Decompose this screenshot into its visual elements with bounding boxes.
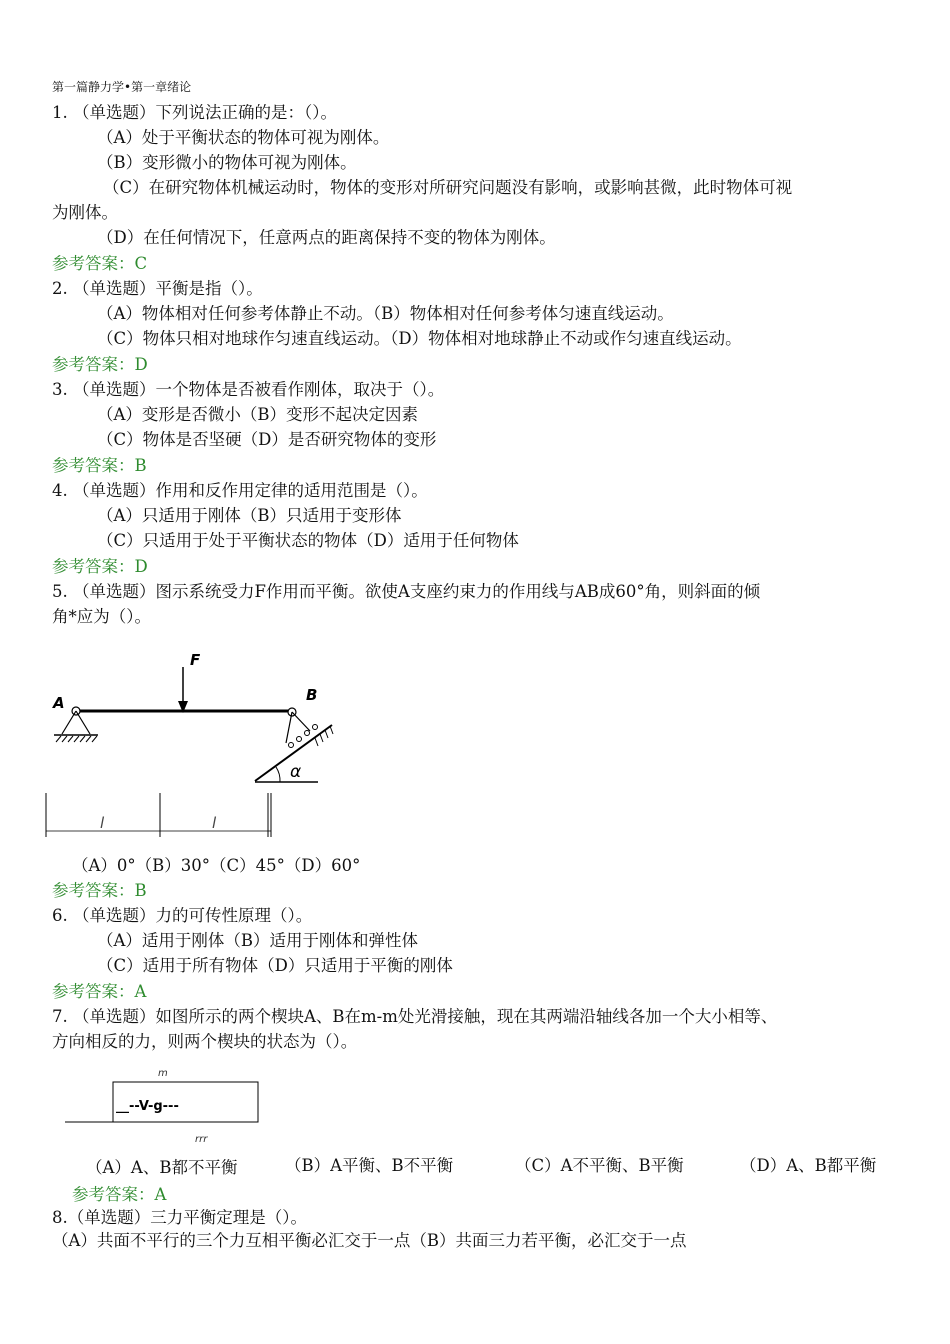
figure-label-middle: __--V-g---: [116, 1099, 179, 1114]
question-1-answer: 参考答案：C: [52, 254, 148, 273]
question-2-stem: 2. （单选题）平衡是指（）。: [52, 279, 263, 298]
angle-label-alpha: α: [290, 762, 302, 782]
question-7-stem: 7. （单选题）如图所示的两个楔块A、B在m-m处光滑接触，现在其两端沿轴线各加一个大小相等、: [52, 1007, 778, 1026]
question-7-stem-continued: 方向相反的力，则两个楔块的状态为（）。: [52, 1032, 358, 1051]
question-8-stem: 8.（单选题）三力平衡定理是（）。: [52, 1208, 307, 1227]
question-1-stem: 1. （单选题）下列说法正确的是：（）。: [52, 103, 337, 122]
dimension-label-left: l: [100, 814, 105, 832]
question-1-option-c-continued: 为刚体。: [52, 203, 118, 222]
question-3-options-ab: （A）变形是否微小（B）变形不起决定因素: [97, 405, 419, 424]
question-3-stem: 3. （单选题）一个物体是否被看作刚体，取决于（）。: [52, 380, 445, 399]
question-5-stem: 5. （单选题）图示系统受力F作用而平衡。欲使A支座约束力的作用线与AB成60°角，则斜面的倾: [52, 582, 761, 601]
page-header: 第一篇静力学•第一章绪论: [52, 80, 192, 94]
question-8-options-ab: （A）共面不平行的三个力互相平衡必汇交于一点（B）共面三力若平衡，必汇交于一点: [52, 1231, 687, 1250]
question-1-option-a: （A）处于平衡状态的物体可视为刚体。: [97, 128, 390, 147]
question-2-answer: 参考答案：D: [52, 355, 148, 374]
question-7-option-d: （D）A、B都平衡: [740, 1156, 877, 1175]
question-5-answer: 参考答案：B: [52, 881, 147, 900]
question-1-option-b: （B）变形微小的物体可视为刚体。: [97, 153, 357, 172]
wedge-blocks-diagram: [60, 1062, 270, 1148]
question-7-option-c: （C）A不平衡、B平衡: [515, 1156, 684, 1175]
question-7-option-b: （B）A平衡、B不平衡: [285, 1156, 454, 1175]
question-1-option-c: （C）在研究物体机械运动时，物体的变形对所研究问题没有影响，或影响甚微，此时物体可视: [103, 178, 793, 197]
question-2-options-cd: （C）物体只相对地球作匀速直线运动。（D）物体相对地球静止不动或作匀速直线运动。: [97, 329, 742, 348]
force-label-f: F: [190, 651, 201, 669]
question-2-options-ab: （A）物体相对任何参考体静止不动。（B）物体相对任何参考体匀速直线运动。: [97, 304, 674, 323]
question-3-options-cd: （C）物体是否坚硬（D）是否研究物体的变形: [97, 430, 437, 449]
point-label-b: B: [306, 686, 318, 704]
question-4-stem: 4. （单选题）作用和反作用定律的适用范围是（）。: [52, 481, 428, 500]
question-6-answer: 参考答案：A: [52, 982, 147, 1001]
question-4-options-cd: （C）只适用于处于平衡状态的物体（D）适用于任何物体: [97, 531, 519, 550]
question-4-answer: 参考答案：D: [52, 557, 148, 576]
question-6-stem: 6. （单选题）力的可传性原理（）。: [52, 906, 313, 925]
question-4-options-ab: （A）只适用于刚体（B）只适用于变形体: [97, 506, 402, 525]
figure-label-top: m: [158, 1068, 168, 1079]
question-6-options-ab: （A）适用于刚体（B）适用于刚体和弹性体: [97, 931, 419, 950]
question-3-answer: 参考答案：B: [52, 456, 147, 475]
question-1-option-d: （D）在任何情况下，任意两点的距离保持不变的物体为刚体。: [97, 228, 556, 247]
question-7-option-a: （A）A、B都不平衡: [86, 1158, 238, 1177]
question-7-answer: 参考答案：A: [72, 1185, 167, 1204]
question-5-stem-continued: 角*应为（）。: [52, 607, 151, 626]
dimension-label-right: l: [212, 814, 217, 832]
question-5-options: （A）0°（B）30°（C）45°（D）60°: [72, 856, 361, 875]
beam-support-diagram: [40, 645, 350, 845]
point-label-a: A: [53, 694, 65, 712]
question-6-options-cd: （C）适用于所有物体（D）只适用于平衡的刚体: [97, 956, 453, 975]
figure-label-bottom: rrr: [195, 1134, 208, 1145]
